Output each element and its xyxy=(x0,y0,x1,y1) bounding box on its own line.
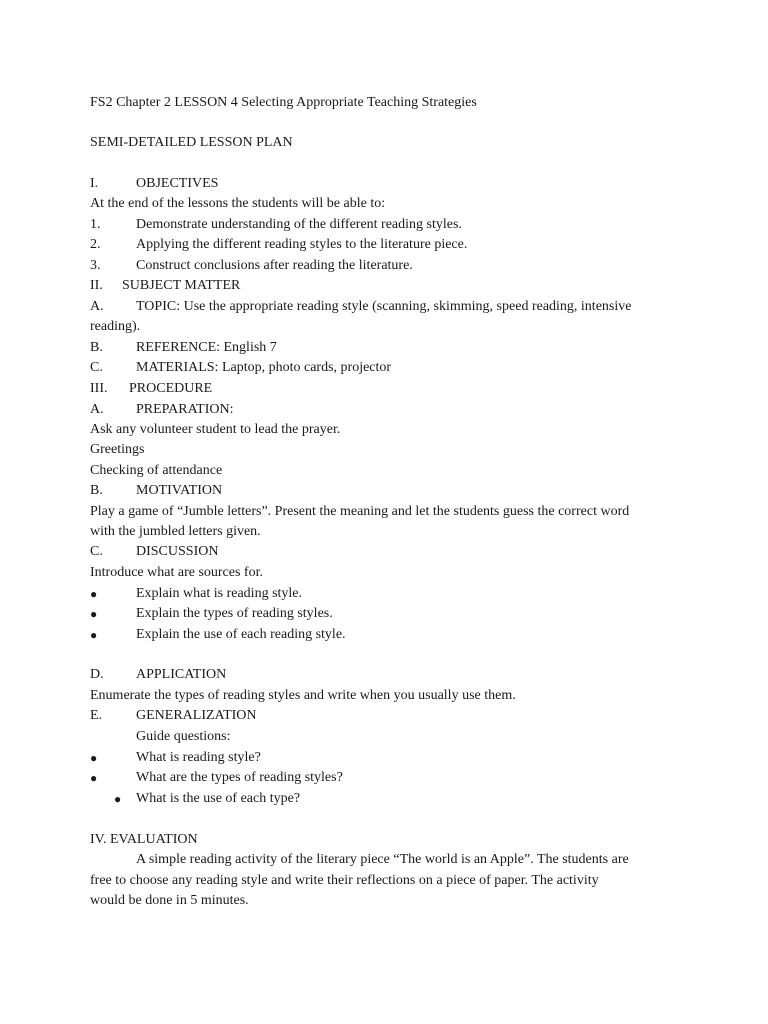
discussion-item: Explain the use of each reading style. xyxy=(136,627,346,642)
list-number: 1. xyxy=(90,217,101,232)
bullet-icon: ● xyxy=(90,771,98,785)
discussion-item: Explain the types of reading styles. xyxy=(136,606,333,621)
section-number: II. xyxy=(90,278,103,293)
list-letter: E. xyxy=(90,708,103,723)
bullet-icon: ● xyxy=(90,607,98,621)
bullet-icon: ● xyxy=(114,792,122,806)
bullet-icon: ● xyxy=(90,587,98,601)
motivation-line: Play a game of “Jumble letters”. Present the meaning and let the students guess the correct word xyxy=(90,504,630,519)
preparation-line: Greetings xyxy=(90,442,145,457)
list-letter: A. xyxy=(90,402,104,417)
list-letter: D. xyxy=(90,667,104,682)
guide-questions-label: Guide questions: xyxy=(136,729,231,744)
evaluation-line: A simple reading activity of the literary piece “The world is an Apple”. The students are xyxy=(136,852,629,867)
procedure-heading: PROCEDURE xyxy=(129,381,213,396)
evaluation-line: free to choose any reading style and write their reflections on a piece of paper. The activity xyxy=(90,873,599,888)
list-letter: C. xyxy=(90,544,103,559)
topic-line-continued: reading). xyxy=(90,319,141,334)
reference-line: REFERENCE: English 7 xyxy=(136,340,277,355)
list-letter: B. xyxy=(90,483,103,498)
list-letter: C. xyxy=(90,360,103,375)
list-number: 2. xyxy=(90,237,101,252)
objectives-intro: At the end of the lessons the students will be able to: xyxy=(90,196,386,211)
application-heading: APPLICATION xyxy=(136,667,227,682)
preparation-line: Ask any volunteer student to lead the prayer. xyxy=(90,422,341,437)
preparation-line: Checking of attendance xyxy=(90,463,223,478)
list-number: 3. xyxy=(90,258,101,273)
motivation-heading: MOTIVATION xyxy=(136,483,223,498)
discussion-heading: DISCUSSION xyxy=(136,544,219,559)
bullet-icon: ● xyxy=(90,751,98,765)
preparation-heading: PREPARATION: xyxy=(136,402,234,417)
objective-item: Applying the different reading styles to the literature piece. xyxy=(136,237,468,252)
discussion-item: Explain what is reading style. xyxy=(136,586,303,601)
plan-type-heading: SEMI-DETAILED LESSON PLAN xyxy=(90,135,293,150)
subject-matter-heading: SUBJECT MATTER xyxy=(122,278,241,293)
evaluation-heading: IV. EVALUATION xyxy=(90,832,198,847)
bullet-icon: ● xyxy=(90,628,98,642)
guide-question: What are the types of reading styles? xyxy=(136,770,343,785)
document-title: FS2 Chapter 2 LESSON 4 Selecting Appropriate Teaching Strategies xyxy=(90,95,477,110)
generalization-heading: GENERALIZATION xyxy=(136,708,257,723)
discussion-intro: Introduce what are sources for. xyxy=(90,565,263,580)
objective-item: Construct conclusions after reading the literature. xyxy=(136,258,413,273)
list-letter: A. xyxy=(90,299,104,314)
application-line: Enumerate the types of reading styles and write when you usually use them. xyxy=(90,688,516,703)
materials-line: MATERIALS: Laptop, photo cards, projector xyxy=(136,360,392,375)
motivation-line-continued: with the jumbled letters given. xyxy=(90,524,261,539)
list-letter: B. xyxy=(90,340,103,355)
section-number: I. xyxy=(90,176,99,191)
evaluation-line: would be done in 5 minutes. xyxy=(90,893,249,908)
guide-question: What is the use of each type? xyxy=(136,791,301,806)
objectives-heading: OBJECTIVES xyxy=(136,176,219,191)
section-number: III. xyxy=(90,381,108,396)
objective-item: Demonstrate understanding of the different reading styles. xyxy=(136,217,462,232)
topic-line: TOPIC: Use the appropriate reading style (scanning, skimming, speed reading, intensive xyxy=(136,299,632,314)
guide-question: What is reading style? xyxy=(136,750,261,765)
